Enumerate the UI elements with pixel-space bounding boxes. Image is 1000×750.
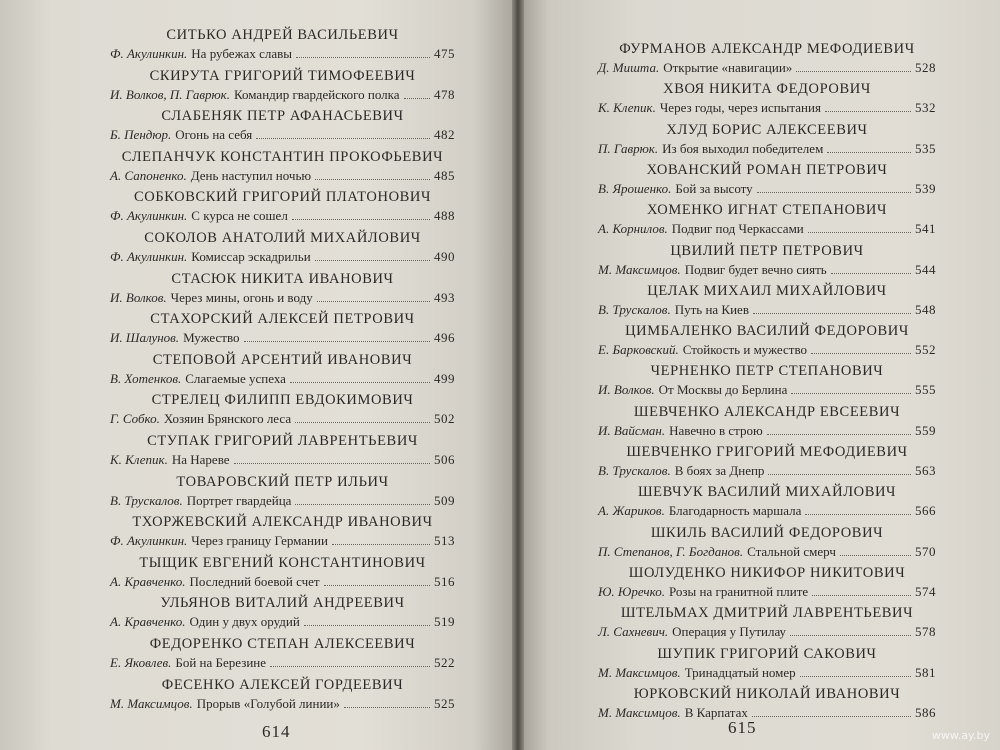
dot-leader bbox=[790, 635, 911, 636]
article-reference bbox=[110, 127, 455, 143]
hero-name: СТРЕЛЕЦ ФИЛИПП ЕВДОКИМОВИЧ bbox=[151, 392, 414, 409]
article-author: И. Вайсман. bbox=[598, 422, 666, 438]
article-reference bbox=[598, 705, 936, 721]
dot-leader bbox=[791, 393, 911, 394]
article-author: И. Волков. bbox=[110, 289, 167, 305]
index-entry bbox=[110, 148, 455, 184]
article-reference bbox=[110, 655, 455, 671]
hero-name: ШКИЛЬ ВАСИЛИЙ ФЕДОРОВИЧ bbox=[650, 524, 884, 541]
dot-leader bbox=[796, 71, 911, 72]
dot-leader bbox=[244, 341, 430, 342]
dot-leader bbox=[404, 98, 430, 99]
article-reference bbox=[598, 544, 936, 560]
dot-leader bbox=[270, 666, 430, 667]
article-title: Через границу Германии bbox=[191, 533, 328, 549]
page-number: 478 bbox=[434, 86, 455, 102]
index-entry bbox=[598, 121, 936, 157]
hero-name: ШОЛУДЕНКО НИКИФОР НИКИТОВИЧ bbox=[628, 564, 906, 581]
dot-leader bbox=[752, 716, 911, 717]
left-page-number: 614 bbox=[262, 722, 291, 741]
article-title: Через годы, через испытания bbox=[659, 100, 821, 116]
article-author: А. Кравченко. bbox=[110, 573, 186, 589]
article-author: М. Максимцов. bbox=[598, 704, 681, 720]
article-author: П. Гаврюк. bbox=[598, 140, 659, 156]
hero-name: ХЛУД БОРИС АЛЕКСЕЕВИЧ bbox=[666, 121, 868, 138]
right-page-number: 615 bbox=[728, 718, 757, 737]
article-title: На Нареве bbox=[171, 452, 230, 467]
hero-name: УЛЬЯНОВ ВИТАЛИЙ АНДРЕЕВИЧ bbox=[160, 595, 405, 612]
index-entry bbox=[110, 26, 455, 62]
page-number: 548 bbox=[915, 301, 936, 317]
hero-name: ТЫЩИК ЕВГЕНИЙ КОНСТАНТИНОВИЧ bbox=[139, 554, 426, 571]
page-number: 475 bbox=[434, 46, 455, 61]
page-number: 496 bbox=[434, 330, 455, 346]
hero-name: ХОМЕНКО ИГНАТ СТЕПАНОВИЧ bbox=[646, 202, 888, 219]
article-title: Портрет гвардейца bbox=[186, 492, 292, 508]
page-number: 539 bbox=[915, 180, 936, 196]
page-number: 559 bbox=[915, 422, 936, 438]
article-reference bbox=[110, 614, 455, 630]
article-author: Б. Пендюр. bbox=[110, 127, 172, 143]
article-reference bbox=[598, 665, 936, 681]
dot-leader bbox=[296, 57, 430, 58]
article-author: Ф. Акулинкин. bbox=[110, 46, 188, 61]
article-reference bbox=[598, 584, 936, 600]
article-reference bbox=[110, 330, 455, 346]
article-title: Из боя выходил победителем bbox=[662, 140, 824, 156]
article-title: Стальной смерч bbox=[747, 543, 836, 559]
article-author: В. Трускалов. bbox=[110, 492, 183, 508]
index-entry bbox=[598, 362, 936, 398]
index-entry bbox=[598, 40, 936, 76]
page-number: 563 bbox=[915, 463, 936, 478]
article-reference bbox=[110, 493, 455, 509]
hero-name: СЛЕПАНЧУК КОНСТАНТИН ПРОКОФЬЕВИЧ bbox=[121, 148, 444, 165]
index-entry bbox=[110, 513, 455, 549]
hero-name: ХОВАНСКИЙ РОМАН ПЕТРОВИЧ bbox=[646, 161, 888, 178]
dot-leader bbox=[290, 382, 430, 383]
article-title: Через мины, огонь и воду bbox=[170, 289, 313, 305]
dot-leader bbox=[753, 313, 911, 314]
dot-leader bbox=[315, 179, 430, 180]
page-number: 578 bbox=[915, 624, 936, 640]
hero-name: ХВОЯ НИКИТА ФЕДОРОВИЧ bbox=[663, 81, 871, 98]
site-watermark: www.ay.by bbox=[931, 729, 990, 742]
index-entry bbox=[598, 604, 936, 640]
article-author: А. Жариков. bbox=[598, 503, 665, 519]
dot-leader bbox=[831, 273, 911, 274]
dot-leader bbox=[304, 625, 430, 626]
article-author: А. Кравченко. bbox=[110, 614, 186, 630]
article-title: Операция у Путилау bbox=[672, 624, 787, 640]
hero-name: ФЕДОРЕНКО СТЕПАН АЛЕКСЕЕВИЧ bbox=[149, 636, 416, 652]
article-author: Е. Барковский. bbox=[598, 342, 679, 358]
hero-name: ЦЕЛАК МИХАИЛ МИХАЙЛОВИЧ bbox=[647, 282, 887, 299]
article-title: В Карпатах bbox=[684, 704, 748, 720]
hero-name: ШЕВЧЕНКО ГРИГОРИЙ МЕФОДИЕВИЧ bbox=[626, 444, 908, 460]
article-author: К. Клепик. bbox=[110, 452, 168, 467]
article-author: Е. Яковлев. bbox=[110, 655, 172, 670]
page-number: 574 bbox=[915, 583, 936, 599]
article-title: Мужество bbox=[183, 330, 240, 346]
dot-leader bbox=[808, 232, 911, 233]
article-author: М. Максимцов. bbox=[598, 261, 681, 277]
article-title: Бой за высоту bbox=[675, 180, 753, 196]
index-entry bbox=[110, 229, 455, 265]
article-title: С курса не сошел bbox=[191, 208, 288, 224]
page-number: 522 bbox=[434, 655, 455, 670]
page-number: 493 bbox=[434, 289, 455, 305]
index-entry bbox=[598, 645, 936, 681]
article-reference bbox=[110, 290, 455, 306]
article-reference bbox=[598, 624, 936, 640]
index-entry bbox=[110, 351, 455, 387]
article-reference bbox=[110, 452, 455, 468]
article-author: А. Сапоненко. bbox=[110, 167, 187, 183]
article-title: Благодарность маршала bbox=[668, 503, 802, 519]
article-author: М. Максимцов. bbox=[110, 695, 193, 711]
page-number: 519 bbox=[434, 614, 455, 630]
page-number: 541 bbox=[915, 221, 936, 237]
article-author: Ю. Юречко. bbox=[598, 583, 665, 599]
page-number: 482 bbox=[434, 127, 455, 143]
dot-leader bbox=[800, 676, 911, 677]
article-reference bbox=[110, 696, 455, 712]
dot-leader bbox=[768, 474, 911, 475]
page-number: 552 bbox=[915, 342, 936, 358]
article-title: Подвиг будет вечно сиять bbox=[684, 261, 827, 277]
index-entry bbox=[598, 322, 936, 358]
page-number: 570 bbox=[915, 543, 936, 559]
dot-leader bbox=[840, 555, 911, 556]
page-number: 502 bbox=[434, 411, 455, 427]
article-author: Г. Собко. bbox=[110, 411, 160, 427]
article-title: Прорыв «Голубой линии» bbox=[196, 695, 340, 711]
article-title: Комиссар эскадрильи bbox=[191, 249, 311, 264]
index-entry bbox=[598, 524, 936, 560]
article-author: В. Хотенков. bbox=[110, 370, 182, 386]
dot-leader bbox=[767, 434, 911, 435]
article-reference bbox=[110, 574, 455, 590]
index-entry bbox=[598, 201, 936, 237]
hero-name: СТУПАК ГРИГОРИЙ ЛАВРЕНТЬЕВИЧ bbox=[147, 433, 418, 449]
article-title: Подвиг под Черкассами bbox=[671, 221, 804, 237]
page-number: 581 bbox=[915, 664, 936, 680]
page-number: 488 bbox=[434, 208, 455, 224]
page-number: 490 bbox=[434, 249, 455, 264]
hero-name: ШУПИК ГРИГОРИЙ САКОВИЧ bbox=[657, 645, 877, 662]
article-title: Открытие «навигации» bbox=[663, 60, 793, 75]
article-reference bbox=[598, 60, 936, 76]
article-title: День наступил ночью bbox=[190, 167, 312, 183]
page-number: 525 bbox=[434, 695, 455, 711]
article-reference bbox=[598, 463, 936, 479]
article-reference bbox=[598, 221, 936, 237]
page-number: 506 bbox=[434, 452, 455, 467]
hero-name: ТОВАРОВСКИЙ ПЕТР ИЛЬИЧ bbox=[176, 473, 389, 490]
article-reference bbox=[598, 423, 936, 439]
article-title: Слагаемые успеха bbox=[185, 370, 286, 386]
article-title: Тринадцатый номер bbox=[684, 664, 796, 680]
article-title: Один у двух орудий bbox=[189, 614, 300, 630]
dot-leader bbox=[825, 111, 911, 112]
hero-name: ЧЕРНЕНКО ПЕТР СТЕПАНОВИЧ bbox=[650, 363, 884, 380]
page-number: 544 bbox=[915, 261, 936, 277]
article-reference bbox=[598, 181, 936, 197]
index-entry bbox=[110, 635, 455, 671]
hero-name: ТХОРЖЕВСКИЙ АЛЕКСАНДР ИВАНОВИЧ bbox=[132, 514, 433, 531]
article-title: Розы на гранитной плите bbox=[668, 583, 809, 599]
hero-name: СЛАБЕНЯК ПЕТР АФАНАСЬЕВИЧ bbox=[161, 108, 404, 125]
article-title: Бой на Березине bbox=[175, 655, 267, 670]
article-author: Д. Мишта. bbox=[598, 60, 660, 75]
article-reference bbox=[598, 262, 936, 278]
article-author: К. Клепик. bbox=[598, 100, 656, 116]
dot-leader bbox=[324, 585, 430, 586]
article-author: И. Волков, П. Гаврюк. bbox=[110, 86, 231, 102]
hero-name: ФУРМАНОВ АЛЕКСАНДР МЕФОДИЕВИЧ bbox=[619, 41, 915, 57]
index-entry bbox=[110, 188, 455, 224]
article-reference bbox=[110, 249, 455, 265]
dot-leader bbox=[344, 707, 430, 708]
page-number: 513 bbox=[434, 533, 455, 549]
article-title: Командир гвардейского полка bbox=[234, 86, 400, 102]
dot-leader bbox=[757, 192, 911, 193]
dot-leader bbox=[812, 595, 911, 596]
index-entry bbox=[598, 161, 936, 197]
hero-name: СТАХОРСКИЙ АЛЕКСЕЙ ПЕТРОВИЧ bbox=[150, 311, 415, 328]
dot-leader bbox=[332, 544, 430, 545]
article-reference bbox=[110, 371, 455, 387]
index-entry bbox=[110, 310, 455, 346]
book-gutter bbox=[512, 0, 524, 750]
article-title: На рубежах славы bbox=[191, 46, 292, 61]
article-reference bbox=[598, 100, 936, 116]
article-reference bbox=[110, 533, 455, 549]
hero-name: ЦИМБАЛЕНКО ВАСИЛИЙ ФЕДОРОВИЧ bbox=[625, 323, 909, 340]
article-reference bbox=[110, 87, 455, 103]
article-author: П. Степанов, Г. Богданов. bbox=[598, 543, 744, 559]
page-number: 566 bbox=[915, 503, 936, 519]
dot-leader bbox=[234, 463, 430, 464]
hero-name: ФЕСЕНКО АЛЕКСЕЙ ГОРДЕЕВИЧ bbox=[161, 676, 404, 693]
hero-name: СТЕПОВОЙ АРСЕНТИЙ ИВАНОВИЧ bbox=[152, 351, 413, 368]
page-number: 535 bbox=[915, 140, 936, 156]
article-title: Путь на Киев bbox=[674, 301, 749, 317]
dot-leader bbox=[805, 514, 911, 515]
index-entry bbox=[598, 443, 936, 479]
hero-name: СИТЬКО АНДРЕЙ ВАСИЛЬЕВИЧ bbox=[166, 27, 399, 43]
dot-leader bbox=[317, 301, 430, 302]
article-reference bbox=[598, 503, 936, 519]
article-author: И. Волков. bbox=[598, 382, 655, 398]
article-author: В. Трускалов. bbox=[598, 301, 671, 317]
hero-name: ШТЕЛЬМАХ ДМИТРИЙ ЛАВРЕНТЬЕВИЧ bbox=[620, 605, 914, 622]
index-entry bbox=[598, 483, 936, 519]
index-entry bbox=[598, 685, 936, 721]
article-reference bbox=[110, 46, 455, 62]
hero-name: ЦВИЛИЙ ПЕТР ПЕТРОВИЧ bbox=[670, 242, 864, 259]
index-entry bbox=[110, 594, 455, 630]
page-number: 485 bbox=[434, 167, 455, 183]
article-author: А. Корнилов. bbox=[598, 221, 668, 237]
hero-name: СТАСЮК НИКИТА ИВАНОВИЧ bbox=[171, 270, 394, 287]
article-author: М. Максимцов. bbox=[598, 664, 681, 680]
index-entry bbox=[110, 432, 455, 468]
page-number: 532 bbox=[915, 100, 936, 116]
page-number: 586 bbox=[915, 704, 936, 720]
page-number: 516 bbox=[434, 573, 455, 589]
index-entry bbox=[598, 403, 936, 439]
article-author: Л. Сахневич. bbox=[598, 624, 669, 640]
dot-leader bbox=[295, 422, 430, 423]
article-title: От Москвы до Берлина bbox=[658, 382, 788, 398]
article-title: Огонь на себя bbox=[175, 127, 253, 143]
page-number: 499 bbox=[434, 370, 455, 386]
article-author: В. Трускалов. bbox=[598, 463, 671, 478]
article-title: Навечно в строю bbox=[669, 422, 763, 438]
index-entry bbox=[110, 676, 455, 712]
hero-name: ЮРКОВСКИЙ НИКОЛАЙ ИВАНОВИЧ bbox=[633, 685, 901, 702]
article-reference bbox=[598, 141, 936, 157]
article-title: Хозяин Брянского леса bbox=[163, 411, 292, 427]
article-title: В боях за Днепр bbox=[674, 463, 765, 478]
article-author: Ф. Акулинкин. bbox=[110, 533, 188, 549]
hero-name: ШЕВЧЕНКО АЛЕКСАНДР ЕВСЕЕВИЧ bbox=[633, 403, 901, 420]
page-number: 555 bbox=[915, 382, 936, 398]
hero-name: СОБКОВСКИЙ ГРИГОРИЙ ПЛАТОНОВИЧ bbox=[133, 189, 432, 206]
article-title: Стойкость и мужество bbox=[682, 342, 808, 358]
hero-name: ШЕВЧУК ВАСИЛИЙ МИХАЙЛОВИЧ bbox=[637, 484, 897, 501]
index-entry bbox=[598, 80, 936, 116]
article-author: И. Шалунов. bbox=[110, 330, 180, 346]
article-reference bbox=[598, 302, 936, 318]
index-entry bbox=[110, 391, 455, 427]
hero-name: СКИРУТА ГРИГОРИЙ ТИМОФЕЕВИЧ bbox=[149, 67, 416, 84]
article-author: Ф. Акулинкин. bbox=[110, 249, 188, 264]
article-author: Ф. Акулинкин. bbox=[110, 208, 188, 224]
index-entry bbox=[110, 473, 455, 509]
dot-leader bbox=[827, 152, 911, 153]
dot-leader bbox=[256, 138, 430, 139]
dot-leader bbox=[292, 219, 430, 220]
index-entry bbox=[110, 554, 455, 590]
page-number: 509 bbox=[434, 492, 455, 508]
index-entry bbox=[110, 67, 455, 103]
index-entry bbox=[598, 564, 936, 600]
dot-leader bbox=[295, 504, 430, 505]
article-title: Последний боевой счет bbox=[189, 573, 320, 589]
article-reference bbox=[110, 208, 455, 224]
index-entry bbox=[110, 270, 455, 306]
article-reference bbox=[598, 342, 936, 358]
article-reference bbox=[598, 382, 936, 398]
article-author: В. Ярошенко. bbox=[598, 180, 672, 196]
dot-leader bbox=[811, 353, 911, 354]
article-reference bbox=[110, 168, 455, 184]
index-entry bbox=[110, 107, 455, 143]
index-entry bbox=[598, 242, 936, 278]
dot-leader bbox=[315, 260, 430, 261]
article-reference bbox=[110, 411, 455, 427]
page-number: 528 bbox=[915, 60, 936, 75]
hero-name: СОКОЛОВ АНАТОЛИЙ МИХАЙЛОВИЧ bbox=[144, 230, 421, 246]
index-entry bbox=[598, 282, 936, 318]
